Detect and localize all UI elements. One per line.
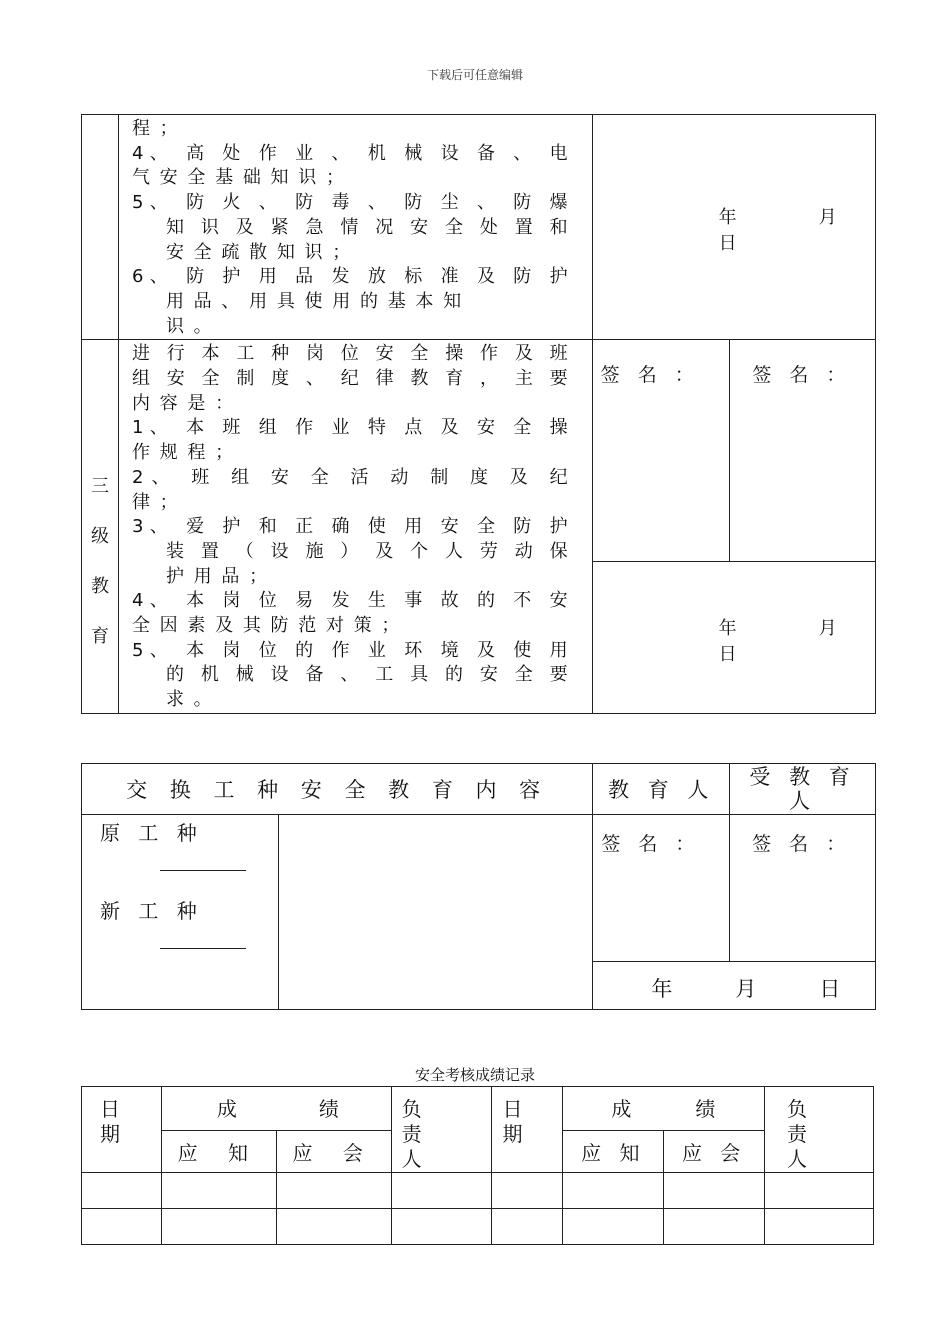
content-line: 1、 本 班 组 作 业 特 点 及 安 全 操: [131, 417, 570, 439]
score-cell[interactable]: [276, 1209, 391, 1245]
educatee-sign-label: 签 名 ：: [752, 833, 852, 855]
level3-content-lines: [119, 340, 592, 713]
score-cell[interactable]: [161, 1173, 276, 1209]
score-table-caption: 安全考核成绩记录: [414, 1066, 535, 1084]
educatee-header: [730, 764, 876, 815]
knowledge-header: 应 知: [563, 1130, 664, 1172]
content-line: 5、 防 火 、 防 毒 、 防 尘 、 防 爆: [131, 192, 570, 214]
score-label-char2: 绩: [695, 1097, 716, 1121]
date-label-char1: 日: [502, 1097, 523, 1121]
content-line: 的 机 械 设 备 、 工 具 的 安 全 要: [165, 664, 570, 686]
score-cell[interactable]: [82, 1173, 162, 1209]
job-change-content-cell: [278, 815, 592, 1010]
top-content-cell: [118, 115, 592, 340]
content-line: 知 识 及 紧 急 情 况 安 全 处 置 和: [165, 216, 570, 238]
content-line: 2、 班 组 安 全 活 动 制 度 及 纪: [131, 466, 570, 488]
content-line: 识 。: [165, 315, 214, 337]
educatee-sign-cell: [730, 815, 876, 962]
top-date-cell: [592, 115, 875, 340]
date-year: 年: [718, 618, 737, 640]
content-line: 程 ；: [131, 118, 180, 139]
job-change-date-cell: [593, 962, 876, 1010]
score-cell[interactable]: [276, 1173, 391, 1209]
content-line: 护 用 品 ；: [165, 565, 270, 587]
content-line: 装 置 （ 设 施 ） 及 个 人 劳 动 保: [165, 540, 570, 562]
content-line: 内 容 是 ：: [131, 392, 236, 414]
level3-label-char: 教: [90, 575, 109, 597]
content-line: 6、 防 护 用 品 发 放 标 准 及 防 护: [131, 266, 570, 288]
level-label-cell-empty: [82, 115, 119, 340]
content-line: 进 行 本 工 种 岗 位 安 全 操 作 及 班: [131, 343, 570, 365]
score-cell[interactable]: [563, 1173, 664, 1209]
date-day: 日: [819, 977, 841, 1001]
date-month: 月: [818, 618, 837, 640]
educator-sign-cell: [592, 340, 730, 562]
date-header-right: [492, 1087, 563, 1173]
responsible-label-line2: 人: [787, 1147, 808, 1171]
date-month: 月: [735, 977, 757, 1001]
job-change-table: [81, 763, 876, 1010]
responsible-label-line1: 负 责: [787, 1097, 826, 1146]
skill-header: 应 会: [276, 1130, 391, 1172]
score-label-char2: 绩: [318, 1097, 339, 1121]
score-cell[interactable]: [664, 1173, 765, 1209]
score-cell[interactable]: [765, 1209, 874, 1245]
score-rows: [82, 1173, 874, 1245]
responsible-label-line1: 负 责: [401, 1097, 440, 1146]
original-job-label: 原 工 种: [100, 821, 203, 845]
new-job-blank[interactable]: [160, 924, 246, 949]
score-cell[interactable]: [492, 1173, 563, 1209]
level3-label: [82, 392, 118, 662]
date-header-left: [82, 1087, 162, 1173]
score-header-left: [161, 1087, 391, 1131]
score-cell[interactable]: [765, 1173, 874, 1209]
educator-sign-label: 签 名 ：: [600, 364, 700, 387]
score-cell[interactable]: [82, 1209, 162, 1245]
score-label-char1: 成: [611, 1097, 632, 1121]
date-label-char2: 期: [502, 1122, 523, 1146]
score-header-right: [563, 1087, 765, 1131]
score-cell[interactable]: [664, 1209, 765, 1245]
educatee-sign-label: 签 名 ：: [752, 364, 852, 387]
original-job-blank[interactable]: [160, 846, 246, 871]
level3-date-cell: [592, 562, 875, 714]
top-content-lines: [119, 115, 592, 339]
score-cell[interactable]: [391, 1209, 492, 1245]
score-label-char1: 成: [216, 1097, 237, 1121]
content-line: 律 ；: [131, 491, 180, 513]
score-cell[interactable]: [492, 1209, 563, 1245]
content-line: 作 规 程 ；: [131, 442, 236, 464]
content-line: 4、 高 处 作 业 、 机 械 设 备 、 电: [131, 142, 570, 164]
date-year: 年: [651, 977, 673, 1001]
date-year: 年: [718, 207, 737, 228]
content-line: 用 品 、 用 具 使 用 的 基 本 知: [165, 290, 464, 312]
educator-sign-cell: [593, 815, 730, 962]
table-row: [82, 1173, 874, 1209]
content-line: 全 因 素 及 其 防 范 对 策 ；: [131, 615, 402, 637]
date-label-char2: 期: [100, 1122, 120, 1146]
educator-header: 教 育 人: [593, 764, 730, 815]
skill-header: 应 会: [664, 1130, 765, 1172]
score-cell[interactable]: [161, 1209, 276, 1245]
header-note: 下载后可任意编辑: [426, 68, 523, 82]
new-job-row: [82, 871, 278, 949]
content-line: 5、 本 岗 位 的 作 业 环 境 及 使 用: [131, 639, 570, 661]
educator-sign-label: 签 名 ：: [601, 833, 701, 855]
responsible-header-right: [765, 1087, 874, 1173]
level3-content-cell: [118, 340, 592, 714]
content-line: 3、 爱 护 和 正 确 使 用 安 全 防 护: [131, 516, 570, 538]
score-cell[interactable]: [391, 1173, 492, 1209]
content-line: 4、 本 岗 位 易 发 生 事 故 的 不 安: [131, 590, 570, 612]
responsible-header-left: [391, 1087, 492, 1173]
table-row: [82, 1209, 874, 1245]
new-job-label: 新 工 种: [100, 899, 203, 923]
score-record-table: [81, 1086, 874, 1245]
level3-label-char: 级: [90, 525, 109, 547]
training-content-table: [81, 114, 876, 714]
job-change-content-header: 交 换 工 种 安 全 教 育 内 容: [82, 764, 593, 815]
level3-label-char: 育: [90, 625, 109, 647]
educatee-sign-cell: [730, 340, 876, 562]
content-line: 求 。: [165, 689, 214, 711]
date-day: 日: [718, 644, 737, 666]
date-day: 日: [718, 233, 737, 254]
content-line: 组 安 全 制 度 、 纪 律 教 育 ， 主 要: [131, 368, 570, 390]
level3-label-char: 三: [90, 475, 109, 497]
educatee-header-line1: 受 教 育: [749, 765, 856, 789]
original-job-row: [82, 815, 278, 871]
knowledge-header: 应 知: [161, 1130, 276, 1172]
level3-label-cell: [82, 340, 119, 714]
date-label-char1: 日: [100, 1097, 120, 1121]
responsible-label-line2: 人: [401, 1147, 422, 1171]
date-month: 月: [818, 207, 837, 228]
content-line: 安 全 疏 散 知 识 ；: [165, 241, 353, 263]
educatee-header-line2: 人: [789, 789, 817, 813]
score-cell[interactable]: [563, 1209, 664, 1245]
content-line: 气 安 全 基 础 知 识 ；: [131, 167, 346, 189]
job-fields-cell: [82, 815, 279, 1010]
